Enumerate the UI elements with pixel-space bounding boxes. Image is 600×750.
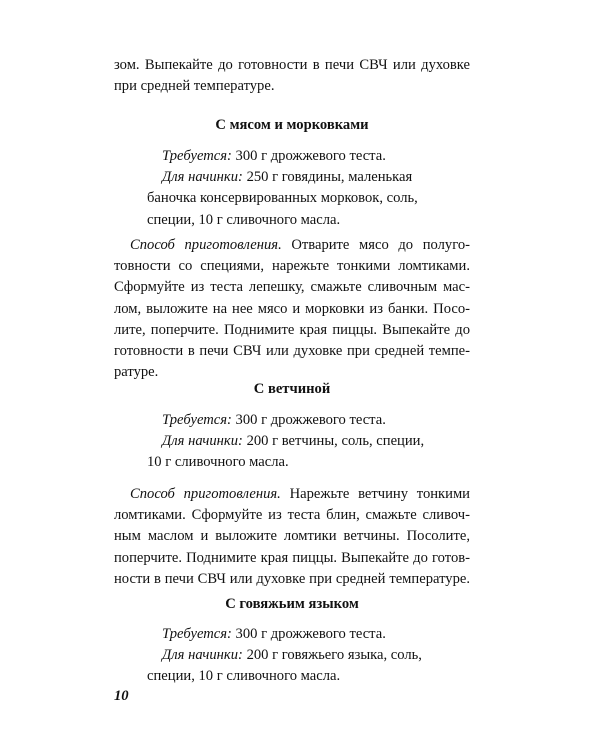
filling-line: [114, 645, 470, 666]
intro-line: при средней температуре.: [114, 78, 275, 95]
filling-line: специи, 10 г сливочного масла.: [147, 211, 341, 228]
section-heading-ham: С ветчиной: [253, 381, 331, 397]
ingredients-beef-tongue: [114, 624, 470, 688]
intro-paragraph: [114, 55, 470, 97]
requires-line: [114, 624, 470, 645]
requires-line: [114, 146, 470, 167]
filling-line: специи, 10 г сливочного масла.: [147, 668, 341, 685]
filling-value: 200 г говяжьего языка, соль,: [242, 647, 422, 664]
ingredients-meat-carrots: [114, 146, 470, 231]
ingredients-ham: [114, 410, 470, 474]
method-line: ности в печи СВЧ или духовке при средней температуре.: [114, 570, 470, 587]
page-number: 10: [114, 688, 129, 704]
filling-line: 10 г сливочного масла.: [147, 454, 289, 471]
method-label: Способ приготовления.: [130, 486, 281, 502]
method-line: Способ приготовления. Отварите мясо до полуго-: [130, 237, 470, 253]
requires-label: Требуется:: [162, 412, 232, 428]
filling-line: [114, 431, 470, 452]
method-label: Способ приготовления.: [130, 237, 282, 253]
method-line: товности со специями, нарежьте тонкими ломтиками.: [114, 258, 470, 275]
method-line: ным маслом и выложите ломтики ветчины. Посолите,: [114, 528, 470, 545]
filling-line: баночка консервированных морковок, соль,: [147, 190, 418, 207]
filling-line: [114, 167, 470, 188]
requires-line: [114, 410, 470, 431]
method-line: ломтиками. Сформуйте из теста блин, смажьте сливоч-: [114, 507, 470, 524]
filling-value: 200 г ветчины, соль, специи,: [242, 433, 425, 450]
method-line: лите, поперчите. Поднимите края пиццы. Выпекайте до: [114, 321, 470, 338]
method-line: готовности в печи СВЧ или духовке при средней темпе-: [114, 343, 470, 360]
requires-label: Требуется:: [162, 626, 232, 642]
method-ham: [114, 484, 470, 590]
method-line: ратуре.: [114, 364, 159, 381]
requires-value: 300 г дрожжевого теста.: [231, 412, 386, 428]
filling-label: Для начинки:: [162, 433, 243, 450]
method-meat-carrots: [114, 235, 470, 383]
method-line: поперчите. Поднимите края пиццы. Выпекайте до готов-: [114, 549, 470, 566]
method-line: лом, выложите на нее мясо и морковки из банки. Посо-: [114, 300, 470, 317]
intro-line: зом. Выпекайте до готовности в печи СВЧ или духовке: [114, 57, 470, 73]
filling-label: Для начинки:: [162, 169, 243, 186]
method-line: Сформуйте из теста лепешку, смажьте сливочным мас-: [114, 279, 470, 296]
filling-value: 250 г говядины, маленькая: [242, 169, 413, 186]
section-heading-meat-carrots: С мясом и морковками: [215, 117, 369, 133]
requires-value: 300 г дрожжевого теста.: [231, 626, 386, 642]
section-heading-beef-tongue: С говяжьим языком: [225, 596, 359, 612]
requires-label: Требуется:: [162, 148, 232, 164]
method-line: Способ приготовления. Нарежьте ветчину тонкими: [130, 486, 470, 502]
filling-label: Для начинки:: [162, 647, 243, 664]
requires-value: 300 г дрожжевого теста.: [231, 148, 386, 164]
